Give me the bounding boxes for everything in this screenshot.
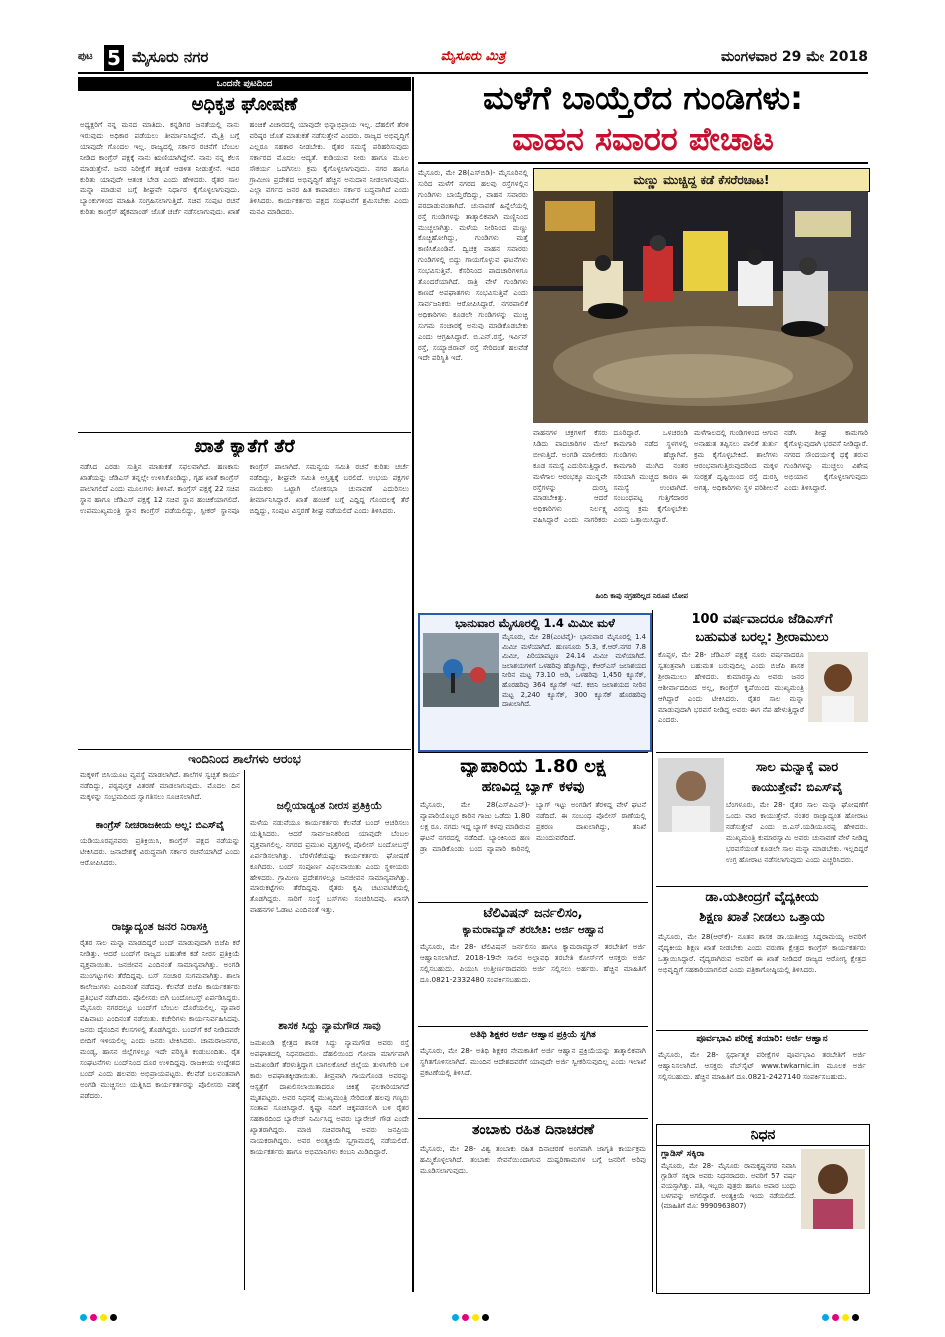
registration-marks-center (452, 1306, 492, 1325)
registration-dot (852, 1314, 859, 1321)
issue-date: ಮಂಗಳವಾರ 29 ಮೇ 2018 (720, 49, 868, 65)
legislator-body: ಜಮಖಂಡಿ ಕ್ಷೇತ್ರದ ಶಾಸಕ ಸಿದ್ದು ನ್ಯಾಮಗೌಡ ಅವರು ರಸ್ತೆ ಅಪಘಾತದಲ್ಲಿ ನಿಧನರಾದರು. ದೆಹಲಿಯಿಂದ ಗೋವಾ ಮಾರ್ಗವಾಗಿ ಜಮಖಂಡಿಗೆ ತೆರಳುತ್ತಿದ್ದಾಗ ಬಾಗಲಕೋಟೆ ಜಿಲ್ಲೆಯ ತುಳಸಿಗೇರಿ ಬಳಿ ಕಾರು ಅಪಘಾತಕ್ಕೀಡಾಯಿತು. ತೀವ್ರವಾಗಿ ಗಾಯಗೊಂಡ ಅವರನ್ನು ಆಸ್ಪತ್ರೆಗೆ ದಾಖಲಿಸಲಾಯಿತಾದರೂ ಚಿಕಿತ್ಸೆ ಫಲಕಾರಿಯಾಗದೆ ಮೃತಪಟ್ಟರು. ಅವರ ನಿಧನಕ್ಕೆ ಮುಖ್ಯಮಂತ್ರಿ ಸೇರಿದಂತೆ ಹಲವು ಗಣ್ಯರು ಸಂತಾಪ ಸೂಚಿಸಿದ್ದಾರೆ. ಕೃಷ್ಣಾ ನದಿಗೆ ಚಿಕ್ಕಪಡಸಲಗಿ ಬಳಿ ರೈತರ ಸಹಕಾರದಿಂದ ಬ್ಯಾರೇಜ್ ನಿರ್ಮಿಸಿದ್ದ ಅವರು ಬ್ಯಾರೇಜ್ ಗೌಡ ಎಂದೇ ಖ್ಯಾತರಾಗಿದ್ದರು. ಮಾಜಿ ಸಚಿವರಾಗಿದ್ದ ಅವರು ಜನಪ್ರಿಯ ನಾಯಕರಾಗಿದ್ದರು. ಅವರ ಅಂತ್ಯಕ್ರಿಯೆ ಸ್ವಗ್ರಾಮದಲ್ಲಿ ನಡೆಯಲಿದೆ. ಕಾರ್ಯಕರ್ತರು ಹಾಗೂ ಅಭಿಮಾನಿಗಳು ಕಂಬನಿ ಮಿಡಿದಿದ್ದಾರೆ. (250, 1038, 409, 1157)
rain-photo (423, 633, 499, 707)
portrait-icon (808, 652, 868, 722)
masthead (78, 45, 868, 71)
page-tag: ಪುಟ (78, 51, 93, 62)
street-flood-photo (533, 191, 868, 423)
divider (656, 752, 868, 753)
tobacco-headline: ತಂಬಾಕು ರಹಿತ ದಿನಾಚರಣೆ (472, 1122, 594, 1138)
registration-dot (452, 1314, 459, 1321)
divider (418, 902, 648, 903)
theft-headline-line2: ಹಣವಿದ್ದ ಬ್ಯಾಗ್ ಕಳವು (481, 779, 585, 795)
bsy-portrait (658, 758, 724, 832)
registration-dot (80, 1314, 87, 1321)
registration-marks-left (80, 1306, 120, 1325)
theft-body: ಮೈಸೂರು, ಮೇ 28(ಎಸ್‌ಪಿಎನ್)- ವ್ಯಾಪಾರಿಯೊಬ್ಬರ ಕಾರಿನ ಗಾಜು ಒಡೆದು 1.80 ಲಕ್ಷ ರೂ. ನಗದು ಇದ್ದ ಬ್ಯಾಗ್ ಕಳವು ಮಾಡಿರುವ ಘಟನೆ ನಗರದಲ್ಲಿ ನಡೆದಿದೆ. ಬ್ಯಾಂಕಿನಿಂದ ಹಣ ಡ್ರಾ ಮಾಡಿಕೊಂಡು ಬಂದ ವ್ಯಾಪಾರಿ ಕಾರಿನಲ್ಲಿ ಬ್ಯಾಗ್ ಇಟ್ಟು ಅಂಗಡಿಗೆ ತೆರಳಿದ್ದ ವೇಳೆ ಘಟನೆ ನಡೆದಿದೆ. ಈ ಸಂಬಂಧ ಪೊಲೀಸ್ ಠಾಣೆಯಲ್ಲಿ ಪ್ರಕರಣ ದಾಖಲಾಗಿದ್ದು, ತನಿಖೆ ಮುಂದುವರೆದಿದೆ. (420, 800, 646, 853)
announcement-body: ಅಧ್ಯಕ್ಷರಿಗೆ ನನ್ನ ಮನದ ಮಾತಿದು. ಕನ್ನಡಿಗರ ಜನತೆಯಲ್ಲಿ ನಾನು ಇರುವುದು ಅಧಿಕಾರ ಪಡೆಯಲು ತೀರ್ಮಾನಿಸಿದ್ದೇನೆ. ಮೈತ್ರಿ ಬಗ್ಗೆ ಯಾವುದೇ ಗೊಂದಲ ಇಲ್ಲ. ರಾಜ್ಯದಲ್ಲಿ ಸರ್ಕಾರ ರಚನೆಗೆ ಬೆಂಬಲ ನೀಡಿದ ಕಾಂಗ್ರೆಸ್ ಪಕ್ಷಕ್ಕೆ ನಾನು ಋಣಿಯಾಗಿದ್ದೇನೆ. ನಾನು ನನ್ನ ಕೆಲಸ ಮಾಡುತ್ತೇನೆ. ಜನರ ನಿರೀಕ್ಷೆಗೆ ತಕ್ಕಂತೆ ಆಡಳಿತ ನೀಡುತ್ತೇನೆ. ಇದರ ಕುರಿತು ಯಾವುದೇ ಆತಂಕ ಬೇಡ ಎಂದು ಹೇಳಿದರು. ರೈತರ ಸಾಲ ಮನ್ನಾ ಮಾಡುವ ಬಗ್ಗೆ ಶೀಘ್ರವೇ ನಿರ್ಧಾರ ಕೈಗೊಳ್ಳಲಾಗುವುದು. ಬ್ಯಾಂಕುಗಳಿಂದ ಮಾಹಿತಿ ಸಂಗ್ರಹಿಸಲಾಗುತ್ತಿದೆ. ಸಚಿವ ಸಂಪುಟ ರಚನೆ ಕುರಿತು ಕಾಂಗ್ರೆಸ್ ಹೈಕಮಾಂಡ್ ಜೊತೆ ಚರ್ಚೆ ನಡೆಸಲಾಗುವುದು. ಖಾತೆ ಹಂಚಿಕೆ ವಿಚಾರದಲ್ಲಿ ಯಾವುದೇ ಭಿನ್ನಾಭಿಪ್ರಾಯ ಇಲ್ಲ. ದೆಹಲಿಗೆ ತೆರಳಿ ವರಿಷ್ಠರ ಜೊತೆ ಮಾತುಕತೆ ನಡೆಸುತ್ತೇನೆ ಎಂದರು. ರಾಜ್ಯದ ಅಭಿವೃದ್ಧಿಗೆ ಎಲ್ಲರೂ ಸಹಕಾರ ನೀಡಬೇಕು. ರೈತರ ಸಮಸ್ಯೆ ಪರಿಹರಿಸುವುದು ಸರ್ಕಾರದ ಮೊದಲ ಆದ್ಯತೆ. ಕುಡಿಯುವ ನೀರು ಹಾಗೂ ಮೂಲ ಸೌಕರ್ಯ ಒದಗಿಸಲು ಕ್ರಮ ಕೈಗೊಳ್ಳಲಾಗುವುದು. ನಗರ ಹಾಗೂ ಗ್ರಾಮೀಣ ಪ್ರದೇಶದ ಅಭಿವೃದ್ಧಿಗೆ ಹೆಚ್ಚಿನ ಅನುದಾನ ನೀಡಲಾಗುವುದು. ಎಲ್ಲಾ ವರ್ಗದ ಜನರ ಹಿತ ಕಾಪಾಡಲು ಸರ್ಕಾರ ಬದ್ಧವಾಗಿದೆ ಎಂದು ತಿಳಿಸಿದರು. ಕಾರ್ಯಕರ್ತರು ಪಕ್ಷದ ಸಂಘಟನೆಗೆ ಶ್ರಮಿಸಬೇಕು ಎಂದು ಮನವಿ ಮಾಡಿದರು. (80, 120, 409, 217)
registration-dot (110, 1314, 117, 1321)
registration-marks-right (822, 1306, 862, 1325)
jallianwala-body: ಮಳೆಯ ನಡುವೆಯೂ ಕಾರ್ಯಕರ್ತರು ಕೆಲವೆಡೆ ಬಂದ್ ಆಚರಿಸಲು ಯತ್ನಿಸಿದರು. ಆದರೆ ಸಾರ್ವಜನಿಕರಿಂದ ಯಾವುದೇ ಬೆಂಬಲ ವ್ಯಕ್ತವಾಗಲಿಲ್ಲ. ನಗರದ ಪ್ರಮುಖ ವೃತ್ತಗಳಲ್ಲಿ ಪೊಲೀಸ್ ಬಂದೋಬಸ್ತ್ ಏರ್ಪಡಿಸಲಾಗಿತ್ತು. ಬೆರಳೆಣಿಕೆಯಷ್ಟು ಕಾರ್ಯಕರ್ತರು ಘೋಷಣೆ ಕೂಗಿದರು. ಬಂದ್ ಸಂಪೂರ್ಣ ವಿಫಲವಾಯಿತು ಎಂದು ಸ್ಥಳೀಯರು ಹೇಳಿದರು. ಗ್ರಾಮೀಣ ಪ್ರದೇಶಗಳಲ್ಲೂ ಜನಜೀವನ ಸಾಮಾನ್ಯವಾಗಿತ್ತು. ಮಾರುಕಟ್ಟೆಗಳು ತೆರೆದಿದ್ದವು. ರೈತರು ಕೃಷಿ ಚಟುವಟಿಕೆಯಲ್ಲಿ ತೊಡಗಿದ್ದರು. ಸಾರಿಗೆ ಸಂಸ್ಥೆ ಬಸ್‌ಗಳು ಸಂಚರಿಸಿದವು. ಖಾಸಗಿ ವಾಹನಗಳ ಓಡಾಟ ಎಂದಿನಂತೆ ಇತ್ತು. (250, 818, 409, 915)
statewide-body: ರೈತರ ಸಾಲ ಮನ್ನಾ ಮಾಡದಿದ್ದರೆ ಬಂದ್ ಮಾಡುವುದಾಗಿ ಬಿಜೆಪಿ ಕರೆ ನೀಡಿತ್ತು. ಆದರೆ ಬಂದ್‌ಗೆ ರಾಜ್ಯದ ಬಹುತೇಕ ಕಡೆ ನೀರಸ ಪ್ರತಿಕ್ರಿಯೆ ವ್ಯಕ್ತವಾಯಿತು. ಜನಜೀವನ ಎಂದಿನಂತೆ ಸಾಮಾನ್ಯವಾಗಿತ್ತು. ಅಂಗಡಿ ಮುಂಗಟ್ಟುಗಳು ತೆರೆದಿದ್ದವು. ಬಸ್ ಸಂಚಾರ ಸುಗಮವಾಗಿತ್ತು. ಶಾಲಾ ಕಾಲೇಜುಗಳು ಎಂದಿನಂತೆ ನಡೆದವು. ಕೆಲವೆಡೆ ಬಿಜೆಪಿ ಕಾರ್ಯಕರ್ತರು ಪ್ರತಿಭಟನೆ ನಡೆಸಿದರು. ಪೊಲೀಸರು ಬಿಗಿ ಬಂದೋಬಸ್ತ್ ಏರ್ಪಡಿಸಿದ್ದರು. ಮೈಸೂರು ನಗರದಲ್ಲೂ ಬಂದ್‌ಗೆ ಬೆಂಬಲ ದೊರೆಯಲಿಲ್ಲ. ವ್ಯಾಪಾರ ವಹಿವಾಟು ಎಂದಿನಂತೆ ನಡೆಯಿತು. ಕಚೇರಿಗಳು ಕಾರ್ಯನಿರ್ವಹಿಸಿದವು. ಜನರು ದೈನಂದಿನ ಕೆಲಸಗಳಲ್ಲಿ ತೊಡಗಿದ್ದರು. ಬಂದ್‌ಗೆ ಕರೆ ನೀಡಿದವರೇ ಬೀದಿಗೆ ಇಳಿಯಲಿಲ್ಲ ಎಂದು ಜನರು ಟೀಕಿಸಿದರು. ಚಾಮರಾಜನಗರ, ಮಂಡ್ಯ, ಹಾಸನ ಜಿಲ್ಲೆಗಳಲ್ಲೂ ಇದೇ ಪರಿಸ್ಥಿತಿ ಕಂಡುಬಂದಿತು. ರೈತ ಸಂಘಟನೆಗಳು ಬಂದ್‌ನಿಂದ ದೂರ ಉಳಿದಿದ್ದವು. ರಾಜಕೀಯ ಉದ್ದೇಶದ ಬಂದ್ ಎಂದು ಹಲವರು ಅಭಿಪ್ರಾಯಪಟ್ಟರು. ಕೆಲವೆಡೆ ಬಲವಂತವಾಗಿ ಅಂಗಡಿ ಮುಚ್ಚಿಸಲು ಯತ್ನಿಸಿದ ಕಾರ್ಯಕರ್ತರನ್ನು ಪೊಲೀಸರು ವಶಕ್ಕೆ ಪಡೆದರು. (80, 938, 240, 1100)
registration-dot (482, 1314, 489, 1321)
registration-dot (472, 1314, 479, 1321)
department-body: ನಡೆಸಿದ ಎರಡು ಸುತ್ತಿನ ಮಾತುಕತೆ ಸಫಲವಾಗಿದೆ. ಹಣಕಾಸು ಖಾತೆಯನ್ನು ಜೆಡಿಎಸ್ ತನ್ನಲ್ಲೇ ಉಳಿಸಿಕೊಂಡಿದ್ದು, ಗೃಹ ಖಾತೆ ಕಾಂಗ್ರೆಸ್ ಪಾಲಾಗಲಿದೆ ಎಂದು ಮೂಲಗಳು ತಿಳಿಸಿವೆ. ಕಾಂಗ್ರೆಸ್ ಪಕ್ಷಕ್ಕೆ 22 ಸಚಿವ ಸ್ಥಾನ ಹಾಗೂ ಜೆಡಿಎಸ್ ಪಕ್ಷಕ್ಕೆ 12 ಸಚಿವ ಸ್ಥಾನ ಹಂಚಿಕೆಯಾಗಲಿದೆ. ಉಪಮುಖ್ಯಮಂತ್ರಿ ಸ್ಥಾನ ಕಾಂಗ್ರೆಸ್ ಪಡೆಯಲಿದ್ದು, ಸ್ಪೀಕರ್ ಸ್ಥಾನವೂ ಕಾಂಗ್ರೆಸ್ ಪಾಲಾಗಿದೆ. ಸಮನ್ವಯ ಸಮಿತಿ ರಚನೆ ಕುರಿತು ಚರ್ಚೆ ನಡೆದಿದ್ದು, ಶೀಘ್ರವೇ ಸಮಿತಿ ಅಸ್ತಿತ್ವಕ್ಕೆ ಬರಲಿದೆ. ಉಭಯ ಪಕ್ಷಗಳ ನಾಯಕರು ಒಟ್ಟಾಗಿ ಲೋಕಸಭಾ ಚುನಾವಣೆ ಎದುರಿಸಲು ತೀರ್ಮಾನಿಸಿದ್ದಾರೆ. ಖಾತೆ ಹಂಚಿಕೆ ಬಗ್ಗೆ ಎದ್ದಿದ್ದ ಗೊಂದಲಕ್ಕೆ ತೆರೆ ಬಿದ್ದಿದ್ದು, ಸಂಪುಟ ವಿಸ್ತರಣೆ ಶೀಘ್ರ ನಡೆಯಲಿದೆ ಎಂದು ತಿಳಿಸಿದರು. (80, 462, 409, 515)
theft-headline-line1: ವ್ಯಾಪಾರಿಯ 1.80 ಲಕ್ಷ (460, 756, 606, 777)
obituary-body: ಮೈಸೂರು, ಮೇ 28- ಮೈಸೂರು ರಾಮಕೃಷ್ಣನಗರ ನಿವಾಸಿ ಗ್ಲಾಡಿಸ್ ಸಕ್ಕಿರಾ ಅವರು ನಿಧನರಾದರು. ಅವರಿಗೆ 57 ವರ್ಷ ವಯಸ್ಸಾಗಿತ್ತು. ಪತಿ, ಇಬ್ಬರು ಪುತ್ರರು ಹಾಗೂ ಅಪಾರ ಬಂಧು ಬಳಗವನ್ನು ಅಗಲಿದ್ದಾರೆ. ಅಂತ್ಯಕ್ರಿಯೆ ಇಂದು ನಡೆಯಲಿದೆ. (ಮಾಹಿತಿಗೆ ಮೊ: 9990963807) (661, 1162, 796, 1210)
registration-dot (842, 1314, 849, 1321)
column-divider (412, 77, 414, 1292)
guest-body: ಮೈಸೂರು, ಮೇ 28- ಅತಿಥಿ ಶಿಕ್ಷಕರ ನೇಮಕಾತಿಗೆ ಅರ್ಜಿ ಆಹ್ವಾನ ಪ್ರಕ್ರಿಯೆಯನ್ನು ತಾತ್ಕಾಲಿಕವಾಗಿ ಸ್ಥಗಿತಗೊಳಿಸಲಾಗಿದೆ. ಮುಂದಿನ ಆದೇಶದವರೆಗೆ ಯಾವುದೇ ಅರ್ಜಿ ಸ್ವೀಕರಿಸುವುದಿಲ್ಲ ಎಂದು ಇಲಾಖೆ ಪ್ರಕಟಣೆಯಲ್ಲಿ ತಿಳಿಸಿದೆ. (420, 1046, 646, 1077)
column-divider (652, 610, 653, 1292)
paper-logo: ಮೈಸೂರು ಮಿತ್ರ (440, 49, 506, 64)
obituary-name: ಗ್ಲಾಡಿಸ್ ಸಕ್ಕಿರಾ (661, 1149, 705, 1159)
divider (418, 752, 648, 753)
registration-dot (90, 1314, 97, 1321)
lead-body-right: ಮಳೆಗಾಲದಲ್ಲಿ ಗುಂಡಿಗಳಿಂದ ಆಗುವ ಅನಾಹುತ ತಪ್ಪಿಸಲು ಪಾಲಿಕೆ ತುರ್ತು ಕ್ರಮ ಕೈಗೊಳ್ಳಬೇಕಿದೆ. ಶಾಲೆಗಳು ಆರಂಭವಾಗುತ್ತಿರುವುದರಿಂದ ಮಕ್ಕಳ ಸುರಕ್ಷತೆ ದೃಷ್ಟಿಯಿಂದ ರಸ್ತೆ ದುರಸ್ತಿ ಅಗತ್ಯ. ಅಧಿಕಾರಿಗಳು ಸ್ಥಳ ಪರಿಶೀಲನೆ ನಡೆಸಿ ಶೀಘ್ರ ಕಾಮಗಾರಿ ಕೈಗೊಳ್ಳುವುದಾಗಿ ಭರವಸೆ ನೀಡಿದ್ದಾರೆ. ನಗರದ ಸೌಂದರ್ಯಕ್ಕೆ ಧಕ್ಕೆ ತರುವ ಗುಂಡಿಗಳನ್ನು ಮುಚ್ಚಲು ವಿಶೇಷ ಅಭಿಯಾನ ಕೈಗೊಳ್ಳಲಾಗುವುದು ಎಂದು ತಿಳಿಸಿದ್ದಾರೆ. (694, 428, 868, 492)
guest-headline: ಅತಿಥಿ ಶಿಕ್ಷಕರ ಅರ್ಜಿ ಆಹ್ವಾನ ಪ್ರಕ್ರಿಯೆ ಸ್ಥಗಿತ (470, 1030, 596, 1040)
photo-caption-bar (533, 168, 870, 192)
rain-body: ಮೈಸೂರು, ಮೇ 28(ಎಂಟಿವೈ)- ಭಾನುವಾರ ಮೈಸೂರಲ್ಲಿ 1.4 ಮಿಮೀ ಮಳೆಯಾಗಿದೆ. ಹುಣಸೂರು 5.3, ಕೆ.ಆರ್.ನಗರ 7.8 ಮಿಮೀ, ಪಿರಿಯಾಪಟ್ಟಣ 24.14 ಮಿಮೀ ಮಳೆಯಾಗಿದೆ. ಜಲಾಶಯಗಳಿಗೆ ಒಳಹರಿವು ಹೆಚ್ಚಾಗಿದ್ದು, ಕೆಆರ್‌ಎಸ್ ಜಲಾಶಯದ ನೀರಿನ ಮಟ್ಟ 73.10 ಅಡಿ, ಒಳಹರಿವು 1,450 ಕ್ಯೂಸೆಕ್, ಹೊರಹರಿವು 364 ಕ್ಯೂಸೆಕ್ ಇದೆ. ಕಬಿನಿ ಜಲಾಶಯದ ನೀರಿನ ಮಟ್ಟ 2,240 ಕ್ಯೂಸೆಕ್, 300 ಕ್ಯೂಸೆಕ್ ಹೊರಹರಿವು ದಾಖಲಾಗಿದೆ. (502, 633, 646, 709)
headline-schools: ಇಂದಿನಿಂದ ಶಾಲೆಗಳು ಆರಂಭ (188, 752, 301, 766)
sriramulu-body: ಕೊಪ್ಪಳ, ಮೇ 28- ಜೆಡಿಎಸ್ ಪಕ್ಷಕ್ಕೆ ನೂರು ವರ್ಷವಾದರೂ ಸ್ವತಂತ್ರವಾಗಿ ಬಹುಮತ ಬರುವುದಿಲ್ಲ ಎಂದು ಬಿಜೆಪಿ ಶಾಸಕ ಶ್ರೀರಾಮುಲು ಹೇಳಿದರು. ಕುಮಾರಸ್ವಾಮಿ ಅವರು ಜನರ ಆಶೀರ್ವಾದದಿಂದ ಅಲ್ಲ, ಕಾಂಗ್ರೆಸ್ ಕೃಪೆಯಿಂದ ಮುಖ್ಯಮಂತ್ರಿ ಆಗಿದ್ದಾರೆ ಎಂದು ಟೀಕಿಸಿದರು. ರೈತರ ಸಾಲ ಮನ್ನಾ ಮಾಡುವುದಾಗಿ ಭರವಸೆ ನೀಡಿದ್ದ ಅವರು ಈಗ ನೆಪ ಹೇಳುತ್ತಿದ್ದಾರೆ ಎಂದರು. (658, 650, 804, 725)
registration-dot (462, 1314, 469, 1321)
exam-headline: ಪೂರ್ವಭಾವಿ ಪರೀಕ್ಷೆ ತಯಾರಿ: ಅರ್ಜಿ ಆಹ್ವಾನ (696, 1034, 828, 1044)
photo-caption: ಮಣ್ಣು ಮುಚ್ಚಿದ್ದ ಕಡೆ ಕೆಸರೆರಚಾಟ! (633, 173, 770, 187)
header-rule (78, 72, 868, 74)
loan-body: ಬೆಂಗಳೂರು, ಮೇ 28- ರೈತರ ಸಾಲ ಮನ್ನಾ ಘೋಷಣೆಗೆ ಒಂದು ವಾರ ಕಾಯುತ್ತೇವೆ. ನಂತರ ರಾಜ್ಯಾದ್ಯಂತ ಹೋರಾಟ ನಡೆಸುತ್ತೇವೆ ಎಂದು ಬಿ.ಎಸ್.ಯಡಿಯೂರಪ್ಪ ಹೇಳಿದರು. ಮುಖ್ಯಮಂತ್ರಿ ಕುಮಾರಸ್ವಾಮಿ ಅವರು ಚುನಾವಣೆ ವೇಳೆ ನೀಡಿದ್ದ ಭರವಸೆಯಂತೆ ಕೂಡಲೇ ಸಾಲ ಮನ್ನಾ ಮಾಡಬೇಕು. ಇಲ್ಲದಿದ್ದರೆ ಉಗ್ರ ಹೋರಾಟ ನಡೆಸಲಾಗುವುದು ಎಂದು ಎಚ್ಚರಿಸಿದರು. (726, 800, 868, 864)
divider (656, 1030, 868, 1031)
lead-headline-line2: ವಾಹನ ಸವಾರರ ಪೇಚಾಟ (512, 120, 774, 158)
headline-department: ಖಾತೆ ಕ್ಯಾತೆಗೆ ತೆರೆ (194, 436, 295, 457)
headline-legislator: ಶಾಸಕ ಸಿದ್ದು ನ್ಯಾಮಗೌಡ ಸಾವು (278, 1020, 381, 1032)
medical-headline-line2: ಶಿಕ್ಷಣ ಖಾತೆ ನೀಡಲು ಒತ್ತಾಯ (699, 910, 825, 925)
rain-illustration (423, 633, 499, 707)
lead-body-left: ಮೈಸೂರು, ಮೇ 28(ಎಸ್‌ಬಿಡಿ)- ಮೈಸೂರಿನಲ್ಲಿ ಸುರಿದ ಮಳೆಗೆ ನಗರದ ಹಲವು ರಸ್ತೆಗಳಲ್ಲಿನ ಗುಂಡಿಗಳು ಬಾಯ್ತೆರೆದಿದ್ದು, ವಾಹನ ಸವಾರರು ಪರದಾಡುವಂತಾಗಿದೆ. ಚುನಾವಣೆ ಹಿನ್ನೆಲೆಯಲ್ಲಿ ರಸ್ತೆ ಗುಂಡಿಗಳನ್ನು ತಾತ್ಕಾಲಿಕವಾಗಿ ಮಣ್ಣಿನಿಂದ ಮುಚ್ಚಲಾಗಿತ್ತು. ಮಳೆಯ ನೀರಿನಿಂದ ಮಣ್ಣು ಕೊಚ್ಚಿಹೋಗಿದ್ದು, ಗುಂಡಿಗಳು ಮತ್ತೆ ಕಾಣಿಸಿಕೊಂಡಿವೆ. ದ್ವಿಚಕ್ರ ವಾಹನ ಸವಾರರು ಗುಂಡಿಗಳಲ್ಲಿ ಬಿದ್ದು ಗಾಯಗೊಳ್ಳುವ ಘಟನೆಗಳು ಸಂಭವಿಸುತ್ತಿವೆ. ಕೆಸರಿನಿಂದ ಪಾದಚಾರಿಗಳಿಗೂ ತೊಂದರೆಯಾಗಿದೆ. ರಾತ್ರಿ ವೇಳೆ ಗುಂಡಿಗಳು ಕಾಣದೆ ಅಪಘಾತಗಳು ಸಂಭವಿಸುತ್ತಿವೆ ಎಂದು ಸಾರ್ವಜನಿಕರು ಆರೋಪಿಸಿದ್ದಾರೆ. ನಗರಪಾಲಿಕೆ ಅಧಿಕಾರಿಗಳು ಕೂಡಲೇ ಗುಂಡಿಗಳನ್ನು ಮುಚ್ಚಿ ಸುಗಮ ಸಂಚಾರಕ್ಕೆ ಅನುವು ಮಾಡಿಕೊಡಬೇಕು ಎಂದು ಆಗ್ರಹಿಸಿದ್ದಾರೆ. ಬಿ.ಎನ್.ರಸ್ತೆ, ಇರ್ವಿನ್ ರಸ್ತೆ, ಸಯ್ಯಾಜಿರಾವ್ ರಸ್ತೆ ಸೇರಿದಂತೆ ಹಲವೆಡೆ ಇದೇ ಪರಿಸ್ಥಿತಿ ಇದೆ. (418, 168, 528, 363)
registration-dot (822, 1314, 829, 1321)
rain-headline: ಭಾನುವಾರ ಮೈಸೂರಲ್ಲಿ 1.4 ಮಿಮೀ ಮಳೆ (455, 616, 615, 630)
street-flood-illustration (533, 191, 868, 423)
medical-body: ಮೈಸೂರು, ಮೇ 28(ಆರ್‌ಕೆ)- ನೂತನ ಶಾಸಕ ಡಾ.ಯತೀಂದ್ರ ಸಿದ್ದರಾಮಯ್ಯ ಅವರಿಗೆ ವೈದ್ಯಕೀಯ ಶಿಕ್ಷಣ ಖಾತೆ ನೀಡಬೇಕು ಎಂದು ವರುಣಾ ಕ್ಷೇತ್ರದ ಕಾಂಗ್ರೆಸ್ ಕಾರ್ಯಕರ್ತರು ಒತ್ತಾಯಿಸಿದ್ದಾರೆ. ವೈದ್ಯರಾಗಿರುವ ಅವರಿಗೆ ಈ ಖಾತೆ ನೀಡಿದರೆ ರಾಜ್ಯದ ಆರೋಗ್ಯ ಕ್ಷೇತ್ರದ ಅಭಿವೃದ್ಧಿಗೆ ಸಹಕಾರಿಯಾಗಲಿದೆ ಎಂದು ಪತ್ರಿಕಾಗೋಷ್ಠಿಯಲ್ಲಿ ತಿಳಿಸಿದರು. (658, 932, 866, 974)
exam-body: ಮೈಸೂರು, ಮೇ 28- ಸ್ಪರ್ಧಾತ್ಮಕ ಪರೀಕ್ಷೆಗಳ ಪೂರ್ವಭಾವಿ ತರಬೇತಿಗೆ ಅರ್ಜಿ ಆಹ್ವಾನಿಸಲಾಗಿದೆ. ಆಸಕ್ತರು ವೆಬ್‌ಸೈಟ್ www.twkarnic.in ಮೂಲಕ ಅರ್ಜಿ ಸಲ್ಲಿಸಬಹುದು. ಹೆಚ್ಚಿನ ಮಾಹಿತಿಗೆ ದೂ.0821-2427140 ಸಂಪರ್ಕಿಸಬಹುದು. (658, 1050, 866, 1081)
portrait-icon (801, 1149, 865, 1229)
divider (418, 1026, 648, 1027)
lead-credit: ಹಿಂದಿ ಕಾಪು ನಗ್ರಹರಿಲ್ಲದ ನಿರೂಪ ಬೋಪ (595, 592, 688, 600)
obituary-portrait (801, 1149, 865, 1229)
schools-body: ಮಕ್ಕಳಿಗೆ ಬಿಸಿಯೂಟ ವ್ಯವಸ್ಥೆ ಮಾಡಲಾಗಿದೆ. ಶಾಲೆಗಳ ಸ್ವಚ್ಛತೆ ಕಾರ್ಯ ನಡೆದಿದ್ದು, ಪಠ್ಯಪುಸ್ತಕ ವಿತರಣೆ ಮಾಡಲಾಗುವುದು. ಮೊದಲ ದಿನ ಮಕ್ಕಳನ್ನು ಸಂಭ್ರಮದಿಂದ ಸ್ವಾಗತಿಸಲು ಸೂಚಿಸಲಾಗಿದೆ. (80, 770, 240, 801)
headline-jallianwala: ಜಲ್ಲಿಯಾಡ್ಯಂತ ನೀರಸ ಪ್ರತಿಕ್ರಿಯೆ (276, 800, 383, 812)
divider (78, 432, 411, 433)
loan-headline-line2: ಕಾಯುತ್ತೇವೆ: ಬಿಎಸ್‌ವೈ (751, 780, 843, 794)
tobacco-body: ಮೈಸೂರು, ಮೇ 28- ವಿಶ್ವ ತಂಬಾಕು ರಹಿತ ದಿನಾಚರಣೆ ಅಂಗವಾಗಿ ಜಾಗೃತಿ ಕಾರ್ಯಕ್ರಮ ಹಮ್ಮಿಕೊಳ್ಳಲಾಗಿದೆ. ತಂಬಾಕು ಸೇವನೆಯಿಂದಾಗುವ ದುಷ್ಪರಿಣಾಮಗಳ ಬಗ್ಗೆ ಜನರಿಗೆ ಅರಿವು ಮೂಡಿಸಲಾಗುವುದು. (420, 1144, 646, 1175)
lead-headline-line1: ಮಳೆಗೆ ಬಾಯ್ತೆರೆದ ಗುಂಡಿಗಳು: (483, 79, 803, 117)
registration-dot (100, 1314, 107, 1321)
page-number: 5 (104, 45, 124, 71)
tv-body: ಮೈಸೂರು, ಮೇ 28- ಟೆಲಿವಿಷನ್ ಜರ್ನಲಿಸಂ ಹಾಗೂ ಕ್ಯಾಮರಾಮ್ಯಾನ್ ತರಬೇತಿಗೆ ಅರ್ಜಿ ಆಹ್ವಾನಿಸಲಾಗಿದೆ. 2018-19ನೇ ಸಾಲಿನ ಅಲ್ಪಾವಧಿ ತರಬೇತಿ ಕೋರ್ಸ್‌ಗೆ ಆಸಕ್ತರು ಅರ್ಜಿ ಸಲ್ಲಿಸಬಹುದು. ಪಿಯುಸಿ ಉತ್ತೀರ್ಣರಾದವರು ಅರ್ಜಿ ಸಲ್ಲಿಸಲು ಅರ್ಹರು. ಹೆಚ್ಚಿನ ಮಾಹಿತಿಗೆ ದೂ.0821-2332480 ಸಂಪರ್ಕಿಸಬಹುದು. (420, 942, 646, 984)
obituary-heading: ನಿಧನ (657, 1125, 869, 1146)
loan-headline-line1: ಸಾಲ ಮನ್ನಾಕ್ಕೆ ವಾರ (755, 760, 839, 775)
divider (78, 749, 411, 750)
sriramulu-portrait (808, 652, 868, 722)
divider (418, 1118, 648, 1119)
lead-rule (418, 162, 868, 164)
divider (656, 886, 868, 887)
loan-body-continued (658, 836, 722, 884)
headline-congress: ಕಾಂಗ್ರೆಸ್ ನೀಚರಾಜಕೀಯ ಅಲ್ಲ: ಬಿಎಸ್‌ವೈ (95, 820, 225, 831)
lead-body-mid: ವಾಹನಗಳ ಚಕ್ರಗಳಿಗೆ ಕೆಸರು ಸಿಡಿದು ಪಾದಚಾರಿಗಳ ಮೇಲೆ ಬೀಳುತ್ತಿದೆ. ಅಂಗಡಿ ಮಾಲೀಕರು ಕೂಡ ಸಮಸ್ಯೆ ಎದುರಿಸುತ್ತಿದ್ದಾರೆ. ಮಳೆಗಾಲ ಆರಂಭಕ್ಕೂ ಮುನ್ನವೇ ರಸ್ತೆಗಳನ್ನು ದುರಸ್ತಿ ಮಾಡಬೇಕಿತ್ತು. ಆದರೆ ಅಧಿಕಾರಿಗಳು ನಿರ್ಲಕ್ಷ್ಯ ವಹಿಸಿದ್ದಾರೆ ಎಂದು ನಾಗರಿಕರು ದೂರಿದ್ದಾರೆ. ಒಳಚರಂಡಿ ಕಾಮಗಾರಿ ನಡೆದ ಸ್ಥಳಗಳಲ್ಲಿ ಗುಂಡಿಗಳು ಹೆಚ್ಚಾಗಿವೆ. ಕಾಮಗಾರಿ ಮುಗಿದ ನಂತರ ಸರಿಯಾಗಿ ಮುಚ್ಚದ ಕಾರಣ ಈ ಸಮಸ್ಯೆ ಉಂಟಾಗಿದೆ. ಸಂಬಂಧಪಟ್ಟ ಗುತ್ತಿಗೆದಾರರ ವಿರುದ್ಧ ಕ್ರಮ ಕೈಗೊಳ್ಳಬೇಕು ಎಂದು ಒತ್ತಾಯಿಸಿದ್ದಾರೆ. (533, 428, 688, 525)
headline-announcement: ಅಧಿಕೃತ ಘೋಷಣೆ (191, 94, 298, 115)
tv-headline-line1: ಟೆಲಿವಿಷನ್ ಜರ್ನಲಿಸಂ, (483, 906, 583, 921)
tv-headline-line2: ಕ್ಯಾಮರಾಮ್ಯಾನ್ ತರಬೇತಿ: ಅರ್ಜಿ ಆಹ್ವಾನ (462, 924, 604, 936)
headline-statewide: ರಾಜ್ಯಾದ್ಯಂತ ಜನರ ನಿರಾಸಕ್ತಿ (111, 920, 209, 933)
registration-dot (832, 1314, 839, 1321)
continued-banner: ಒಂದನೇ ಪುಟದಿಂದ (78, 77, 411, 91)
section-title: ಮೈಸೂರು ನಗರ (132, 48, 209, 66)
sriramulu-headline-line1: 100 ವರ್ಷವಾದರೂ ಜೆಡಿಎಸ್‌ಗೆ (691, 612, 833, 627)
rain-box (418, 613, 652, 752)
column-divider (244, 770, 245, 1290)
sriramulu-headline-line2: ಬಹುಮತ ಬರಲ್ಲ: ಶ್ರೀರಾಮುಲು (695, 630, 829, 645)
congress-body: ಯಡಿಯೂರಪ್ಪನವರು ಪ್ರತಿಕ್ರಿಯಿಸಿ, ಕಾಂಗ್ರೆಸ್ ಪಕ್ಷದ ನಡೆಯನ್ನು ಟೀಕಿಸಿದರು. ಜನಾದೇಶಕ್ಕೆ ವಿರುದ್ಧವಾಗಿ ಸರ್ಕಾರ ರಚನೆಯಾಗಿದೆ ಎಂದು ಆರೋಪಿಸಿದರು. (80, 836, 240, 867)
medical-headline-line1: ಡಾ.ಯತೀಂದ್ರಗೆ ವೈದ್ಯಕೀಯ (705, 890, 819, 905)
obituary-box (656, 1124, 870, 1294)
portrait-icon (658, 758, 724, 832)
